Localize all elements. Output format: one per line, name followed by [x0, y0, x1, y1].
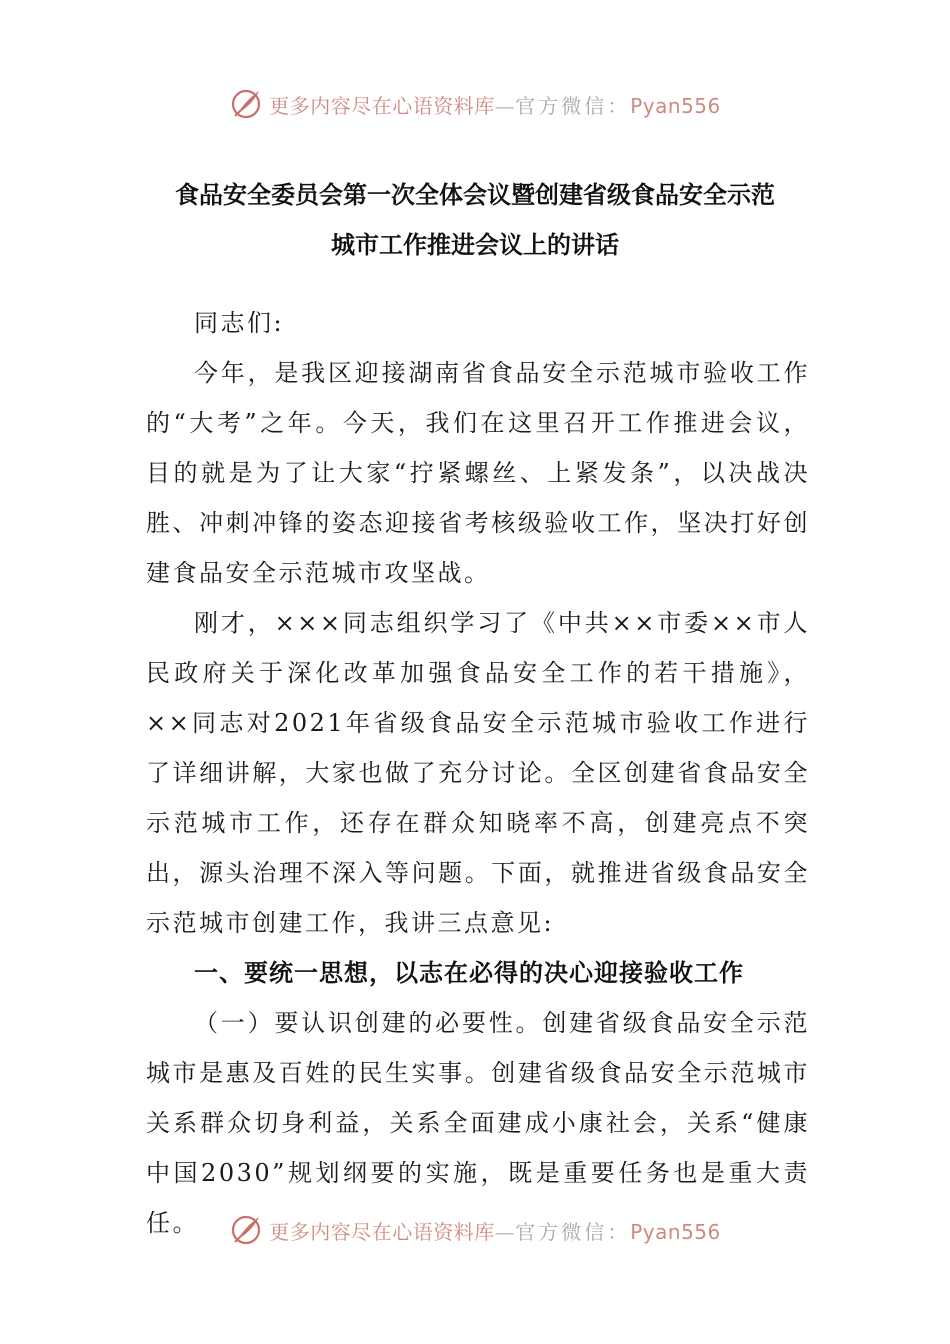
paragraph-3: （一）要认识创建的必要性。创建省级食品安全示范城市是惠及百姓的民生实事。创建省级食品安全示范城市关系群众切身利益，关系全面建成小康社会，关系“健康中国2030”规划纲要的实施，既是重要任务也是重大责任。: [146, 1009, 810, 1237]
quill-pen-logo-icon: [229, 1213, 263, 1247]
section-heading-1: 一、要统一思想，以志在必得的决心迎接验收工作: [194, 959, 744, 987]
paragraph-2: 刚才，×××同志组织学习了《中共××市委××市人民政府关于深化改革加强食品安全工作的若干措施》，××同志对2021年省级食品安全示范城市验收工作进行了详细讲解，大家也做了充分讨论。全区创建省食品安全示范城市工作，还存在群众知晓率不高，创建亮点不突出，源头治理不深入等问题。下面，就推进省级食品安全示范城市创建工作，我讲三点意见:: [146, 609, 810, 937]
watermark-banner-bottom: [0, 1210, 950, 1250]
watermark-text: 更多内容尽在心语资料库—官方微信：Pyan556: [269, 93, 721, 118]
salutation: 同志们:: [194, 309, 285, 337]
title-line-1: 食品安全委员会第一次全体会议暨创建省级食品安全示范: [175, 181, 775, 209]
document-title: [140, 170, 810, 270]
watermark-text: 更多内容尽在心语资料库—官方微信：Pyan556: [269, 1219, 721, 1244]
watermark-banner-top: [0, 84, 950, 124]
title-line-2: 城市工作推进会议上的讲话: [331, 231, 619, 259]
quill-pen-logo-icon: [229, 87, 263, 121]
paragraph-1: 今年，是我区迎接湖南省食品安全示范城市验收工作的“大考”之年。今天，我们在这里召开工作推进会议，目的就是为了让大家“拧紧螺丝、上紧发条”，以决战决胜、冲刺冲锋的姿态迎接省考核级验收工作，坚决打好创建食品安全示范城市攻坚战。: [146, 359, 810, 587]
document-body: [146, 298, 810, 1248]
